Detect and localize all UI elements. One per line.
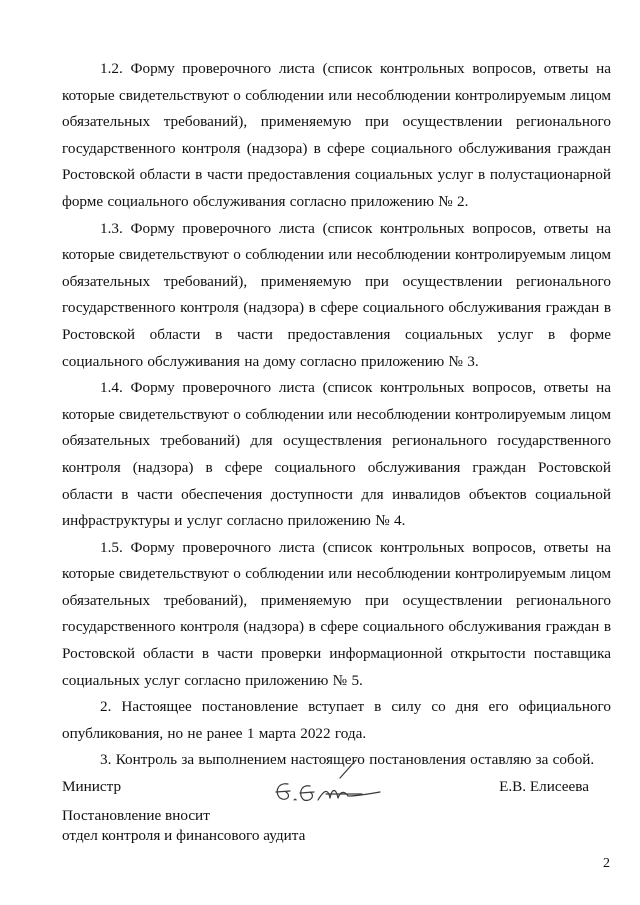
paragraph-1-4: 1.4. Форму проверочного листа (список контрольных вопросов, ответы на которые свидетельствуют о соблюдении или несоблюдении контролируемым лицом обязательных требований) для осуществления регионального государственного контроля (надзора) в сфере социального обслуживания граждан Ростовской области в части обеспечения доступности для инвалидов объектов социальной инфраструктуры и услуг согласно приложению № 4. xyxy=(62,379,611,530)
paragraph-1-2: 1.2. Форму проверочного листа (список контрольных вопросов, ответы на которые свидетельствуют о соблюдении или несоблюдении контролируемым лицом обязательных требований), применяемую при осуществлении регионального государственного контроля (надзора) в сфере социального обслуживания граждан Ростовской области в части предоставления социальных услуг в полустационарной форме социального обслуживания согласно приложению № 2. xyxy=(62,60,611,210)
signatory-title: Министр xyxy=(62,778,122,795)
document-body xyxy=(62,56,611,774)
paragraph-3: 3. Контроль за выполнением настоящего постановления оставляю за собой. xyxy=(100,751,595,769)
submission-note-line-2: отдел контроля и финансового аудита xyxy=(62,827,306,844)
paragraph-1-3: 1.3. Форму проверочного листа (список контрольных вопросов, ответы на которые свидетельствуют о соблюдении или несоблюдении контролируемым лицом обязательных требований), применяемую при осуществлении регионального государственного контроля (надзора) в сфере социального обслуживания граждан в Ростовской области в части предоставления социальных услуг в форме социального обслуживания на дому согласно приложению № 3. xyxy=(62,219,611,370)
submission-note-line-1: Постановление вносит xyxy=(62,807,210,824)
signatory-name: Е.В. Елисеева xyxy=(499,778,589,795)
paragraph-1-5: 1.5. Форму проверочного листа (список контрольных вопросов, ответы на которые свидетельствуют о соблюдении или несоблюдении контролируемым лицом обязательных требований), применяемую при осуществлении регионального государственного контроля (надзора) в сфере социального обслуживания граждан в Ростовской области в части проверки информационной открытости поставщика социальных услуг согласно приложению № 5. xyxy=(62,538,611,689)
submission-note xyxy=(62,806,462,846)
page-number: 2 xyxy=(603,856,610,871)
paragraph-2: 2. Настоящее постановление вступает в силу со дня его официального опубликования, но не ранее 1 марта 2022 года. xyxy=(62,698,611,742)
